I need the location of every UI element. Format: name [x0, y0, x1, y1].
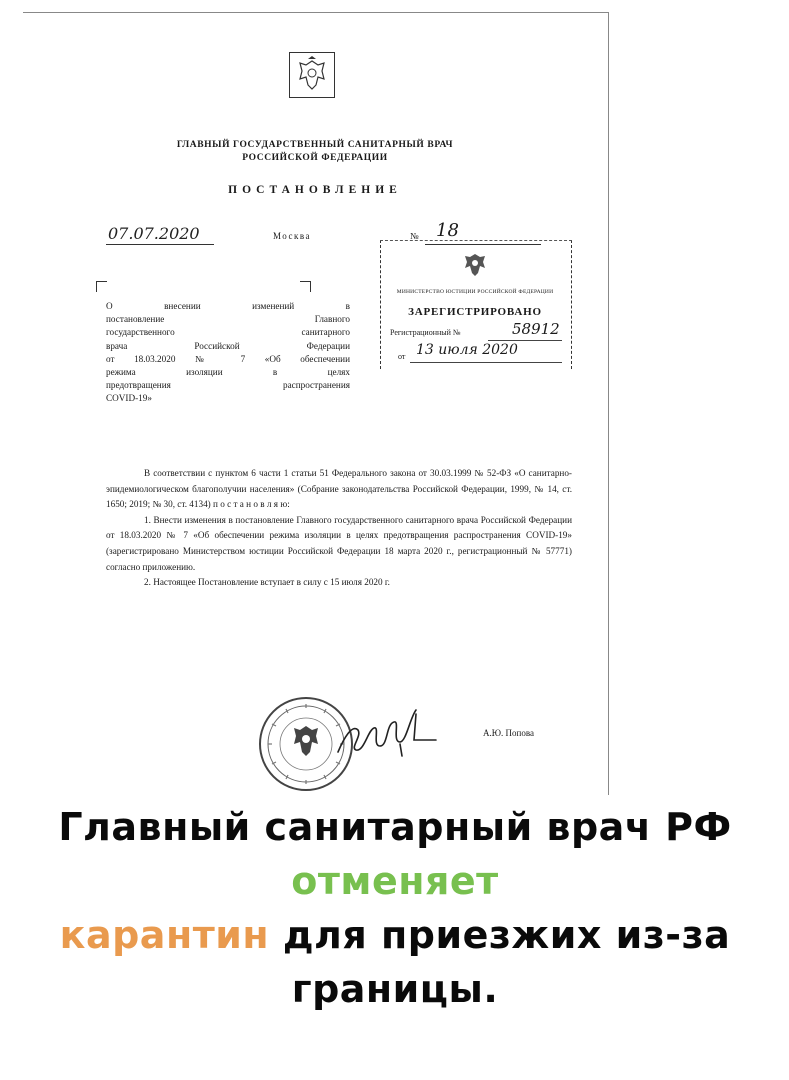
org-title-line-2: РОССИЙСКОЙ ФЕДЕРАЦИИ	[242, 153, 388, 163]
stamp-reg-date: 13 июля 2020	[416, 342, 518, 358]
document-city: Москва	[273, 231, 311, 241]
body-paragraph: В соответствии с пунктом 6 части 1 статьи 51 Федерального закона от 30.03.1999 № 52-ФЗ «О санитарно-эпидемиологическом благополучии населения» (Собрание законодательства Российской Федерации, 1999, № 14, ст. 1650; 2019; № 30, ст. 4134) п о с т а н о в л я ю:	[106, 468, 572, 510]
coat-of-arms-icon	[289, 52, 335, 98]
document-subject	[106, 300, 350, 406]
body-paragraph: 2. Настоящее Постановление вступает в силу с 15 июля 2020 г.	[144, 577, 390, 588]
signature-icon	[330, 700, 440, 770]
subject-line: режима изоляции в целях	[106, 367, 350, 378]
signer-name: А.Ю. Попова	[483, 728, 534, 738]
headline-highlight-green: отменяет	[291, 859, 499, 903]
subject-line: от 18.03.2020 № 7 «Об обеспечении	[106, 353, 350, 364]
document-date: 07.07.2020	[108, 224, 200, 243]
date-underline	[106, 244, 214, 245]
org-title-line-1: ГЛАВНЫЙ ГОСУДАРСТВЕННЫЙ САНИТАРНЫЙ ВРАЧ	[176, 140, 454, 150]
reg-number-underline	[488, 340, 562, 341]
headline-part: для приезжих из-за границы.	[269, 913, 731, 1011]
subject-line: врача Российской Федерации	[106, 340, 350, 351]
headline-caption	[40, 800, 750, 1016]
subject-line: предотвращения распространения	[106, 380, 350, 391]
stamp-registered: ЗАРЕГИСТРИРОВАНО	[408, 306, 542, 318]
headline-part: Главный санитарный врач РФ	[58, 805, 732, 849]
stamp-from-label: от	[398, 352, 406, 361]
subject-corner-left	[96, 281, 107, 292]
document-type: ПОСТАНОВЛЕНИЕ	[228, 184, 402, 196]
stamp-ministry: МИНИСТЕРСТВО ЮСТИЦИИ РОССИЙСКОЙ ФЕДЕРАЦИИ	[396, 289, 554, 295]
headline-highlight-orange: карантин	[59, 913, 270, 957]
document-number: 18	[436, 220, 459, 241]
document-body	[106, 466, 572, 591]
subject-line: COVID-19»	[106, 393, 152, 404]
stamp-reg-number: 58912	[512, 320, 560, 338]
body-paragraph: 1. Внести изменения в постановление Главного государственного санитарного врача Российской Федерации от 18.03.2020 № 7 «Об обеспечении режима изоляции в целях предотвращения распространения COVID-19» (зарегистрировано Министерством юстиции Российской Федерации 18 марта 2020 г., регистрационный № 57771) согласно приложению.	[106, 514, 572, 572]
stamp-emblem-icon	[458, 248, 492, 282]
subject-line: государственного санитарного	[106, 327, 350, 338]
subject-line: постановление Главного	[106, 314, 350, 325]
subject-line: О внесении изменений в	[106, 301, 350, 311]
number-sign: №	[410, 231, 419, 241]
subject-corner-right	[300, 281, 311, 292]
reg-date-underline	[410, 362, 562, 363]
stamp-reg-label: Регистрационный №	[390, 328, 461, 337]
